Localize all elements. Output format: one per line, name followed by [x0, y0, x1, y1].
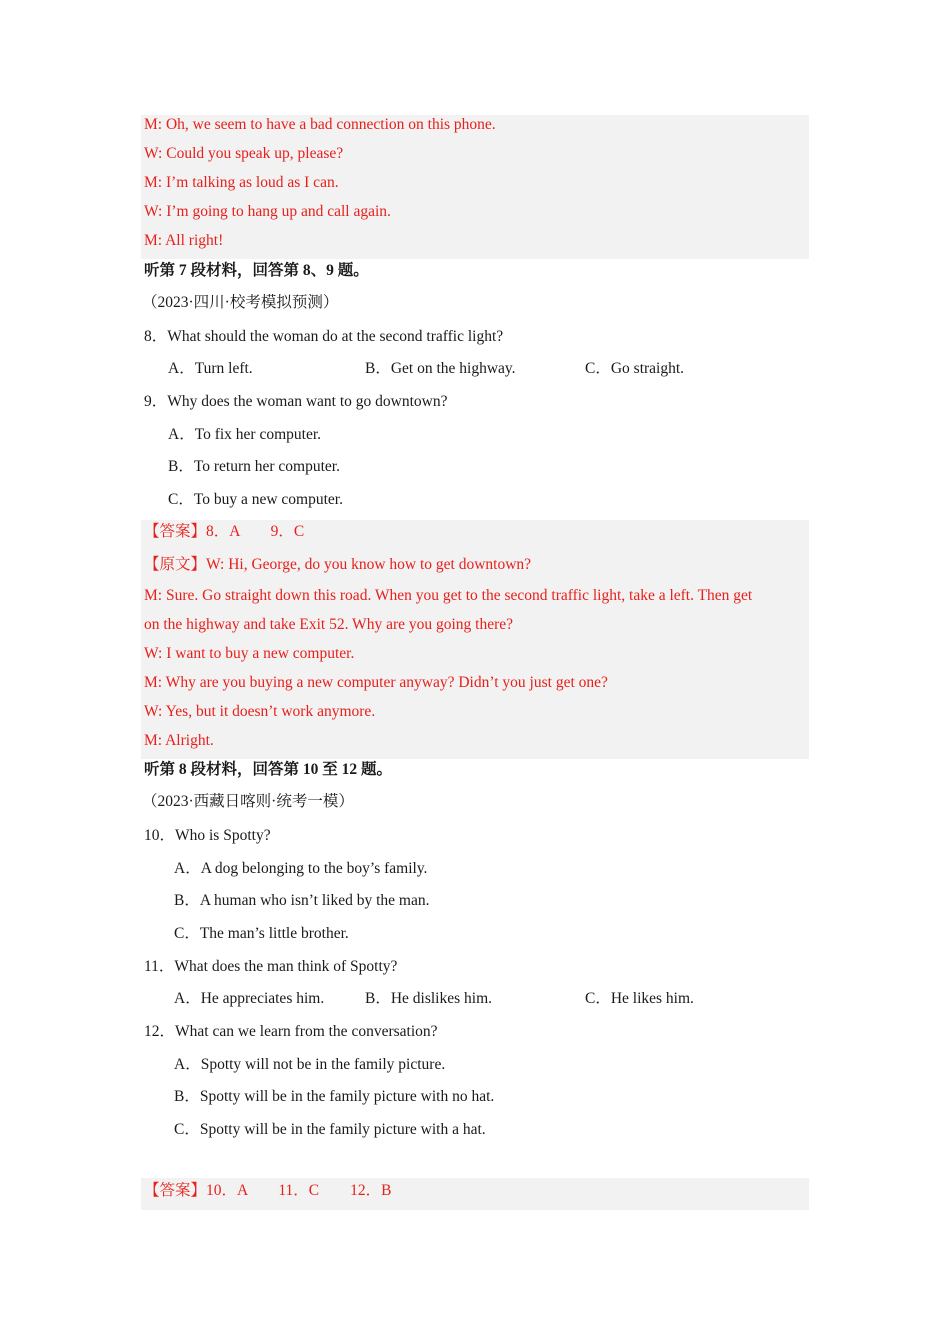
question-stem: 12．What can we learn from the conversation?	[144, 1023, 438, 1040]
question-stem: 9．Why does the woman want to go downtown?	[144, 393, 448, 410]
transcript-line: M: Oh, we seem to have a bad connection on this phone.	[144, 116, 496, 133]
transcript-line: M: Why are you buying a new computer anyway? Didn’t you just get one?	[144, 674, 608, 691]
answer-line: 【答案】8．A 9．C	[144, 523, 305, 540]
question-stem: 8．What should the woman do at the second traffic light?	[144, 328, 504, 345]
option-a: A．Spotty will not be in the family picture.	[174, 1056, 446, 1073]
question-stem: 11．What does the man think of Spotty?	[144, 958, 398, 975]
option-c: C．He likes him.	[585, 990, 694, 1007]
transcript-first-line: 【原文】W: Hi, George, do you know how to get downtown?	[144, 556, 532, 573]
option-a: A．To fix her computer.	[168, 426, 322, 443]
source-note: （2023·四川·校考模拟预测）	[142, 294, 339, 311]
option-b: B．Get on the highway.	[365, 360, 516, 377]
transcript-line: W: Could you speak up, please?	[144, 145, 344, 162]
option-c: C．Go straight.	[585, 360, 685, 377]
option-b: B．A human who isn’t liked by the man.	[174, 892, 430, 909]
option-a: A．Turn left.	[168, 360, 253, 377]
section-heading: 听第 7 段材料，回答第 8、9 题。	[144, 262, 369, 279]
option-c: C．To buy a new computer.	[168, 491, 343, 508]
option-a: A．He appreciates him.	[174, 990, 325, 1007]
transcript-line: W: Yes, but it doesn’t work anymore.	[144, 703, 376, 720]
transcript-line: on the highway and take Exit 52. Why are you going there?	[144, 616, 514, 633]
question-stem: 10．Who is Spotty?	[144, 827, 271, 844]
option-c: C．The man’s little brother.	[174, 925, 349, 942]
option-c: C．Spotty will be in the family picture with a hat.	[174, 1121, 486, 1138]
option-b: B．To return her computer.	[168, 458, 340, 475]
option-b: B．He dislikes him.	[365, 990, 493, 1007]
source-note: （2023·西藏日喀则·统考一模）	[142, 793, 354, 810]
transcript-line: M: Sure. Go straight down this road. When you get to the second traffic light, take a left. Then get	[144, 587, 753, 604]
answer-line: 【答案】10．A 11．C 12．B	[144, 1182, 392, 1199]
transcript-line: W: I want to buy a new computer.	[144, 645, 355, 662]
transcript-line: W: I’m going to hang up and call again.	[144, 203, 391, 220]
transcript-line: M: I’m talking as loud as I can.	[144, 174, 339, 191]
option-b: B．Spotty will be in the family picture with no hat.	[174, 1088, 495, 1105]
transcript-line: M: Alright.	[144, 732, 214, 749]
option-a: A．A dog belonging to the boy’s family.	[174, 860, 428, 877]
transcript-line: M: All right!	[144, 232, 224, 249]
section-heading: 听第 8 段材料，回答第 10 至 12 题。	[144, 761, 393, 778]
